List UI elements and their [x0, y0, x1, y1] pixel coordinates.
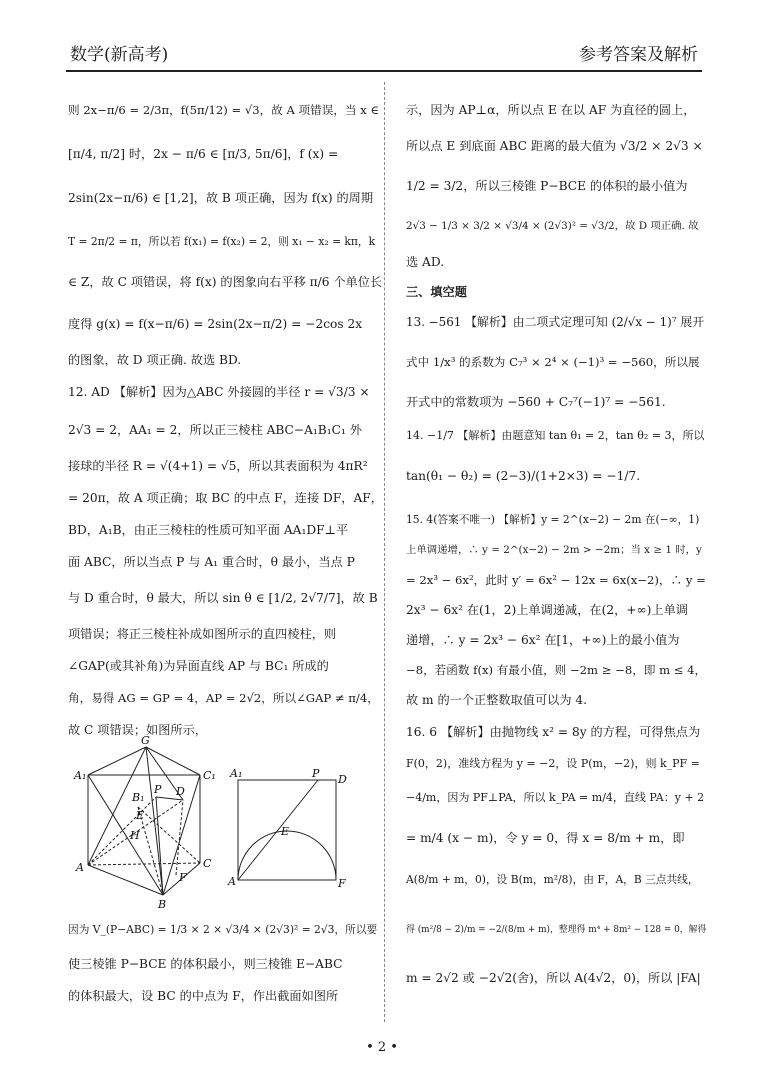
page-header [0, 0, 764, 64]
right-column-line: −4/m，因为 PF⊥PA，所以 k_PA = m/4，直线 PA：y + 2 [406, 791, 705, 804]
label-H: H [130, 829, 140, 842]
right-column-line: 上单调递增，∴ y = 2^(x−2) − 2m > −2m；当 x ≥ 1 时，y [406, 544, 702, 556]
left-column-line: 角，易得 AG = GP = 4，AP = 2√2，所以∠GAP ≠ π/4， [68, 691, 379, 705]
left-column-line: BD，A₁B，由正三棱柱的性质可知平面 AA₁DF⊥平 [68, 523, 349, 537]
right-column-line: 2√3 − 1/3 × 3/2 × √3/4 × (2√3)² = √3/2，故 D 项正确. 故 [406, 220, 699, 232]
label-F: F [179, 871, 187, 884]
right-column-line: A(8/m + m，0)，设 B(m，m²/8)，由 F，A，B 三点共线， [406, 873, 699, 886]
left-column-line: ∈ Z，故 C 项错误，将 f(x) 的图象向右平移 π/6 个单位长 [68, 275, 383, 289]
right-column-line: 式中 1/x³ 的系数为 C₇³ × 2⁴ × (−1)³ = −560，所以展 [406, 355, 700, 369]
label-P: P [154, 783, 162, 796]
left-column-line: 面 ABC，所以当点 P 与 A₁ 重合时，θ 最小，当点 P [68, 555, 355, 569]
right-column-line: 选 AD. [406, 255, 445, 269]
right-column-line: 2x³ − 6x² 在(1，2)上单调递减，在(2，+∞)上单调 [406, 603, 688, 617]
label-F-section: F [338, 877, 346, 890]
left-column-line: 因为 V_(P−ABC) = 1/3 × 2 × √3/4 × (2√3)² = 2√3，所以要 [68, 923, 378, 936]
right-column-line: = m/4 (x − m)，令 y = 0，得 x = 8/m + m，即 [406, 831, 685, 845]
label-D: D [176, 785, 185, 798]
header-title: 参考答案及解析 [579, 45, 698, 65]
right-column-line: 故 m 的一个正整数取值可以为 4. [406, 693, 588, 707]
right-column-line: 15. 4(答案不唯一) 【解析】y = 2^(x−2) − 2m 在(−∞，1) [406, 513, 700, 526]
left-column-line: [π/4, π/2] 时，2x − π/6 ∈ [π/3, 5π/6]，f (x) = [68, 147, 339, 161]
label-A-section: A [228, 875, 236, 888]
label-E: E [136, 809, 145, 822]
label-C: C [203, 857, 212, 870]
left-column-line: 的体积最大，设 BC 的中点为 F，作出截面如图所 [68, 989, 339, 1003]
left-column-line: 项错误；将正三棱柱补成如图所示的直四棱柱，则 [68, 627, 337, 641]
left-column-line: T = 2π/2 = π，所以若 f(x₁) = f(x₂) = 2，则 x₁ − x₂ = kπ，k [68, 235, 376, 248]
left-column-line: 2√3 = 2，AA₁ = 2，所以正三棱柱 ABC−A₁B₁C₁ 外 [68, 423, 362, 437]
right-column-line: 递增，∴ y = 2x³ − 6x² 在[1，+∞)上的最小值为 [406, 633, 680, 647]
right-column-line: F(0，2)，准线方程为 y = −2，设 P(m，−2)，则 k_PF = [406, 757, 700, 770]
column-divider [384, 82, 385, 1022]
left-column-line: = 20π，故 A 项正确；取 BC 的中点 F，连接 DF，AF， [68, 491, 383, 505]
header-rule [66, 70, 702, 72]
label-G: G [141, 734, 150, 747]
left-column-line: 的图象，故 D 项正确. 故选 BD. [68, 353, 242, 367]
right-column-line: 16. 6 【解析】由抛物线 x² = 8y 的方程，可得焦点为 [406, 725, 701, 739]
left-column-line: ∠GAP(或其补角)为异面直线 AP 与 BC₁ 所成的 [68, 659, 329, 673]
left-column-line: 12. AD 【解析】因为△ABC 外接圆的半径 r = √3/3 × [68, 385, 370, 399]
label-A1-section: A₁ [230, 767, 243, 780]
left-column-line: 故 C 项错误；如图所示， [68, 723, 207, 737]
right-column-line: 得 (m²/8 − 2)/m = −2/(8/m + m)，整理得 m⁴ + 8m² − 128 = 0，解得 [406, 925, 707, 935]
label-A: A [76, 861, 84, 874]
right-column-line: 开式中的常数项为 −560 + C₇⁷(−1)⁷ = −561. [406, 395, 666, 409]
right-column-line: 14. −1/7 【解析】由题意知 tan θ₁ = 2，tan θ₂ = 3，所以 [406, 429, 705, 442]
page-number: • 2 • [366, 1040, 398, 1055]
left-column-line: 与 D 重合时，θ 最大，所以 sin θ ∈ [1/2, 2√7/7]，故 B [68, 591, 378, 605]
right-column-line: 三、填空题 [406, 285, 467, 299]
label-D-section: D [338, 773, 347, 786]
header-subject: 数学(新高考) [70, 45, 169, 65]
label-C1: C₁ [203, 769, 216, 782]
left-column-line: 度得 g(x) = f(x−π/6) = 2sin(2x−π/2) = −2cos 2x [68, 317, 363, 331]
right-column-line: 1/2 = 3/2，所以三棱锥 P−BCE 的体积的最小值为 [406, 179, 688, 193]
geometry-figures [74, 734, 378, 911]
label-E-section: E [281, 825, 290, 838]
left-column-line: 2sin(2x−π/6) ∈ [1,2]，故 B 项正确，因为 f(x) 的周期 [68, 191, 374, 205]
left-column-line: 则 2x−π/6 = 2/3π，f(5π/12) = √3，故 A 项错误，当 x ∈ [68, 103, 379, 117]
right-column-line: 所以点 E 到底面 ABC 距离的最大值为 √3/2 × 2√3 × [406, 139, 703, 153]
left-column-line: 使三棱锥 P−BCE 的体积最小，则三棱锥 E−ABC [68, 957, 343, 971]
right-column-line: −8，若函数 f(x) 有最小值，则 −2m ≥ −8，即 m ≤ 4， [406, 663, 707, 677]
label-B: B [158, 898, 167, 911]
label-A1: A₁ [74, 769, 87, 782]
right-column-line: 示，因为 AP⊥α，所以点 E 在以 AF 为直径的圆上， [406, 103, 696, 117]
right-column-line: = 2x³ − 6x²，此时 y′ = 6x² − 12x = 6x(x−2)，∴ y = [406, 573, 706, 587]
right-column-line: 13. −561 【解析】由二项式定理可知 (2/√x − 1)⁷ 展开 [406, 315, 705, 329]
right-column-line: tan(θ₁ − θ₂) = (2−3)/(1+2×3) = −1/7. [406, 469, 641, 483]
label-P-section: P [312, 767, 320, 780]
right-column-line: m = 2√2 或 −2√2(舍)，所以 A(4√2，0)，所以 |FA| [406, 971, 701, 985]
left-column-line: 接球的半径 R = √(4+1) = √5，所以其表面积为 4πR² [68, 459, 368, 473]
label-B1: B₁ [132, 791, 145, 804]
